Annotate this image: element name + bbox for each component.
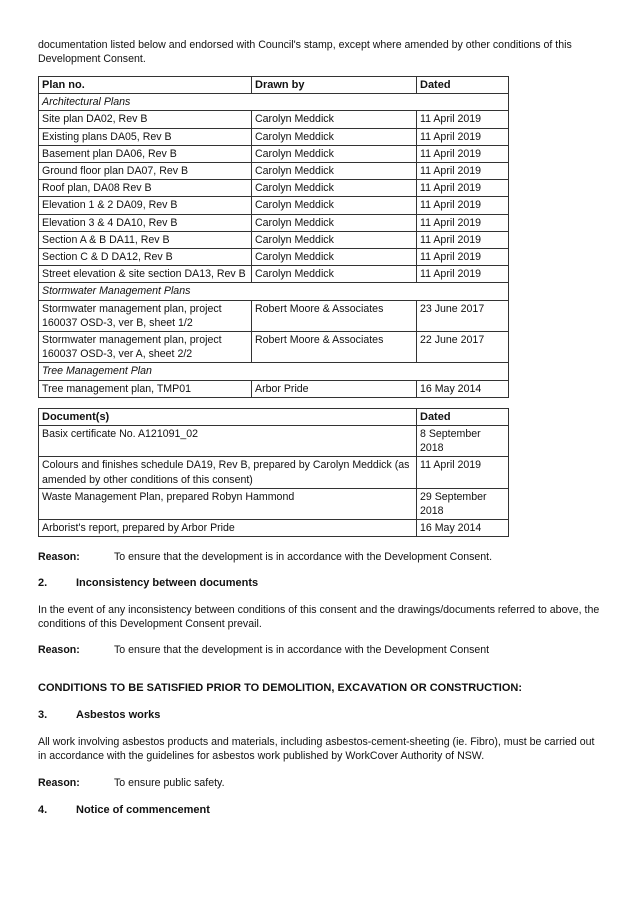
condition-number: 4. xyxy=(38,804,48,817)
dated-cell: 11 April 2019 xyxy=(417,128,509,145)
drawn-by-cell: Carolyn Meddick xyxy=(252,111,417,128)
reason-text: To ensure public safety. xyxy=(114,777,225,790)
table-row xyxy=(39,332,509,363)
plan-group-title: Architectural Plans xyxy=(39,94,509,111)
drawn-by-cell: Robert Moore & Associates xyxy=(252,300,417,331)
dated-cell: 11 April 2019 xyxy=(417,111,509,128)
document-cell: Colours and finishes schedule DA19, Rev B, prepared by Carolyn Meddick (as amended by other conditions of this consent) xyxy=(39,457,417,488)
drawn-by-cell: Carolyn Meddick xyxy=(252,249,417,266)
plan-no-cell: Section A & B DA11, Rev B xyxy=(39,231,252,248)
table-row xyxy=(39,214,509,231)
drawn-by-cell: Carolyn Meddick xyxy=(252,163,417,180)
plan-no-cell: Section C & D DA12, Rev B xyxy=(39,249,252,266)
plan-no-cell: Roof plan, DA08 Rev B xyxy=(39,180,252,197)
condition-title: Notice of commencement xyxy=(76,804,210,817)
reason-label: Reason: xyxy=(38,551,80,564)
documents-header: Document(s) xyxy=(39,408,417,425)
plan-no-cell: Ground floor plan DA07, Rev B xyxy=(39,163,252,180)
intro-paragraph: documentation listed below and endorsed with Council's stamp, except where amended by other conditions of this Development Consent. xyxy=(38,39,572,65)
condition-title: Asbestos works xyxy=(76,709,161,722)
plan-no-cell: Tree management plan, TMP01 xyxy=(39,380,252,397)
document-dated-cell: 11 April 2019 xyxy=(417,457,509,488)
drawn-by-cell: Arbor Pride xyxy=(252,380,417,397)
plans-table xyxy=(38,76,509,398)
table-row xyxy=(39,266,509,283)
table-row xyxy=(39,197,509,214)
table-row xyxy=(39,163,509,180)
reason-label: Reason: xyxy=(38,644,80,657)
drawn-by-cell: Carolyn Meddick xyxy=(252,180,417,197)
plan-group-row xyxy=(39,283,509,300)
document-dated-cell: 8 September 2018 xyxy=(417,426,509,457)
reason-2 xyxy=(38,643,600,657)
condition-title: Inconsistency between documents xyxy=(76,577,259,590)
dated-cell: 11 April 2019 xyxy=(417,197,509,214)
plan-no-cell: Elevation 3 & 4 DA10, Rev B xyxy=(39,214,252,231)
plan-group-row xyxy=(39,363,509,380)
drawn-by-cell: Carolyn Meddick xyxy=(252,197,417,214)
table-row xyxy=(39,380,509,397)
document-cell: Waste Management Plan, prepared Robyn Hammond xyxy=(39,488,417,519)
documents-dated-header: Dated xyxy=(417,408,509,425)
table-row xyxy=(39,249,509,266)
table-row xyxy=(39,180,509,197)
document-cell: Basix certificate No. A121091_02 xyxy=(39,426,417,457)
reason-text: To ensure that the development is in accordance with the Development Consent. xyxy=(114,551,493,564)
dated-cell: 16 May 2014 xyxy=(417,380,509,397)
documents-header-row xyxy=(39,408,509,425)
section-title: CONDITIONS TO BE SATISFIED PRIOR TO DEMOLITION, EXCAVATION OR CONSTRUCTION: xyxy=(38,682,523,695)
table-row xyxy=(39,128,509,145)
drawn-by-cell: Carolyn Meddick xyxy=(252,231,417,248)
dated-cell: 11 April 2019 xyxy=(417,231,509,248)
plan-no-cell: Basement plan DA06, Rev B xyxy=(39,145,252,162)
documents-table xyxy=(38,408,509,538)
condition-number: 2. xyxy=(38,577,48,590)
plan-no-cell: Street elevation & site section DA13, Rev B xyxy=(39,266,252,283)
table-row xyxy=(39,457,509,488)
condition-2-text: In the event of any inconsistency between conditions of this consent and the drawings/documents referred to above, the conditions of this Development Consent prevail. xyxy=(38,604,600,631)
table-row xyxy=(39,145,509,162)
dated-cell: 23 June 2017 xyxy=(417,300,509,331)
table-row xyxy=(39,111,509,128)
drawn-by-cell: Carolyn Meddick xyxy=(252,214,417,231)
dated-cell: 11 April 2019 xyxy=(417,266,509,283)
table-row xyxy=(39,231,509,248)
table-row xyxy=(39,488,509,519)
reason-label: Reason: xyxy=(38,777,80,790)
plan-group-title: Stormwater Management Plans xyxy=(39,283,509,300)
drawn-by-header: Drawn by xyxy=(252,77,417,94)
condition-3-heading xyxy=(38,708,600,722)
table-row xyxy=(39,520,509,537)
document-cell: Arborist's report, prepared by Arbor Pride xyxy=(39,520,417,537)
document-dated-cell: 29 September 2018 xyxy=(417,488,509,519)
plan-no-cell: Stormwater management plan, project 160037 OSD-3, ver A, sheet 2/2 xyxy=(39,332,252,363)
drawn-by-cell: Robert Moore & Associates xyxy=(252,332,417,363)
plan-no-header: Plan no. xyxy=(39,77,252,94)
dated-cell: 11 April 2019 xyxy=(417,180,509,197)
plan-no-cell: Site plan DA02, Rev B xyxy=(39,111,252,128)
dated-cell: 11 April 2019 xyxy=(417,163,509,180)
plan-group-title: Tree Management Plan xyxy=(39,363,509,380)
reason-text: To ensure that the development is in accordance with the Development Consent xyxy=(114,644,490,657)
document-dated-cell: 16 May 2014 xyxy=(417,520,509,537)
plan-no-cell: Elevation 1 & 2 DA09, Rev B xyxy=(39,197,252,214)
condition-3-text: All work involving asbestos products and materials, including asbestos-cement-sheeting (ie. Fibro), must be carried out in accordance with the guidelines for asbestos work published by WorkCover Authority of NSW. xyxy=(38,736,595,763)
reason-1 xyxy=(38,550,600,564)
dated-header: Dated xyxy=(417,77,509,94)
condition-2-heading xyxy=(38,576,600,590)
drawn-by-cell: Carolyn Meddick xyxy=(252,266,417,283)
table-row xyxy=(39,426,509,457)
plans-header-row xyxy=(39,77,509,94)
plan-no-cell: Stormwater management plan, project 160037 OSD-3, ver B, sheet 1/2 xyxy=(39,300,252,331)
drawn-by-cell: Carolyn Meddick xyxy=(252,145,417,162)
plan-no-cell: Existing plans DA05, Rev B xyxy=(39,128,252,145)
dated-cell: 11 April 2019 xyxy=(417,214,509,231)
dated-cell: 22 June 2017 xyxy=(417,332,509,363)
condition-number: 3. xyxy=(38,709,48,722)
reason-3 xyxy=(38,776,600,790)
drawn-by-cell: Carolyn Meddick xyxy=(252,128,417,145)
dated-cell: 11 April 2019 xyxy=(417,249,509,266)
plan-group-row xyxy=(39,94,509,111)
condition-4-heading xyxy=(38,803,600,817)
document-page xyxy=(38,38,600,817)
dated-cell: 11 April 2019 xyxy=(417,145,509,162)
table-row xyxy=(39,300,509,331)
